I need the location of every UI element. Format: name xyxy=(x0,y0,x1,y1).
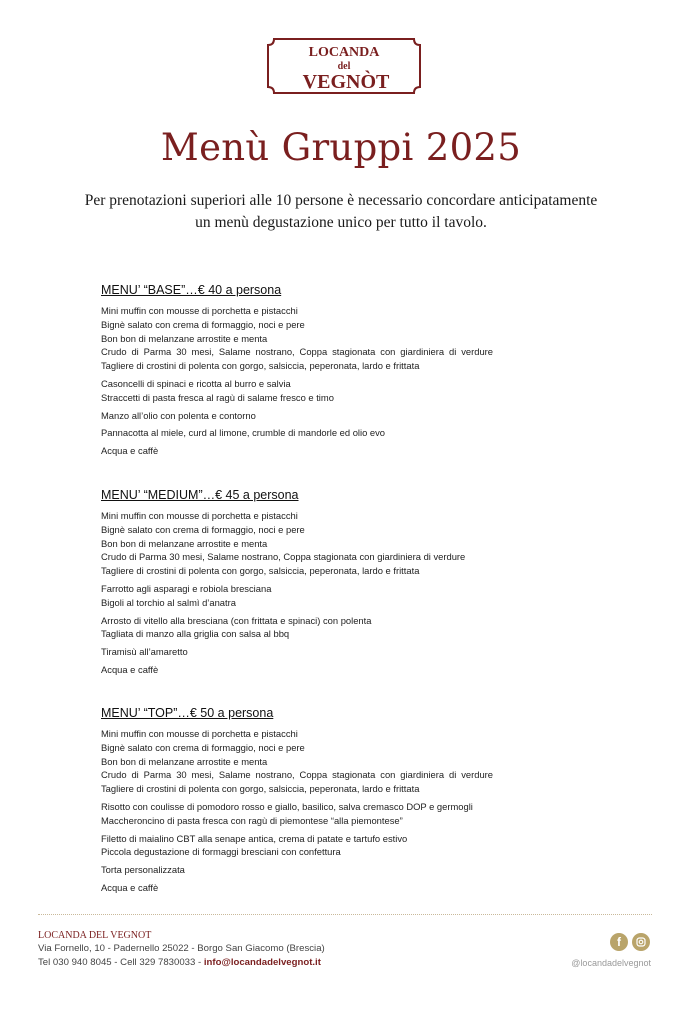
menu-item: Bignè salato con crema di formaggio, noci e pere xyxy=(101,523,305,535)
menu-item: Manzo all’olio con polenta e contorno xyxy=(101,409,256,421)
menu-heading: MENU’ “MEDIUM”…€ 45 a persona xyxy=(101,488,299,502)
course-group xyxy=(101,663,493,677)
menu-item: Torta personalizzata xyxy=(101,864,185,876)
course-group xyxy=(101,832,493,860)
menu-item: Tiramisù all’amaretto xyxy=(101,646,188,658)
facebook-icon[interactable]: f xyxy=(610,933,628,951)
menu-item: Mini muffin con mousse di porchetta e pistacchi xyxy=(101,728,298,739)
intro-line: un menù degustazione unico per tutto il tavolo. xyxy=(195,214,487,231)
menu-item: Bignè salato con crema di formaggio, noci e pere xyxy=(101,318,305,330)
footer-divider xyxy=(38,914,652,915)
menu-heading: MENU’ “TOP”…€ 50 a persona xyxy=(101,706,274,720)
menu-medium xyxy=(101,488,493,681)
menu-item: Risotto con coulisse di pomodoro rosso e giallo, basilico, salva cremasco DOP e germogli xyxy=(101,800,473,812)
footer-contacts xyxy=(38,957,321,968)
menu-item: Piccola degustazione di formaggi bresciani con confettura xyxy=(101,846,341,858)
course-group xyxy=(101,863,493,877)
menu-item: Bignè salato con crema di formaggio, noci e pere xyxy=(101,741,305,753)
menu-item: Mini muffin con mousse di porchetta e pistacchi xyxy=(101,305,298,316)
menu-item: Filetto di maialino CBT alla senape antica, crema di patate e tartufo estivo xyxy=(101,832,408,844)
course-group xyxy=(101,727,493,796)
footer-phones: Tel 030 940 8045 - Cell 329 7830033 - xyxy=(38,957,204,968)
logo-text: LOCANDA xyxy=(308,45,380,60)
footer-name: LOCANDA DEL VEGNOT xyxy=(38,930,152,941)
menu-item: Crudo di Parma 30 mesi, Salame nostrano, Coppa stagionata con giardiniera di verdure Tagliere di crostini di polenta con gorgo, salsiccia, peperonata, lardo e frittata xyxy=(101,769,493,795)
course-group xyxy=(101,377,493,405)
logo-text: del xyxy=(337,61,351,72)
menu-item: Acqua e caffè xyxy=(101,881,159,893)
social-links xyxy=(610,933,650,951)
menu-heading: MENU’ “BASE”…€ 40 a persona xyxy=(101,283,282,297)
course-group xyxy=(101,444,493,458)
course-group xyxy=(101,614,493,642)
email-link[interactable]: info@locandadelvegnot.it xyxy=(203,957,321,968)
menu-item: Maccheroncino di pasta fresca con ragù di piemontese “alla piemontese” xyxy=(101,814,403,826)
menu-item: Straccetti di pasta fresca al ragù di salame fresco e timo xyxy=(101,391,334,403)
menu-base xyxy=(101,283,493,462)
menu-item: Bigoli al torchio al salmì d’anatra xyxy=(101,596,236,608)
menu-item: Arrosto di vitello alla bresciana (con frittata e spinaci) con polenta xyxy=(101,614,372,626)
menu-item: Casoncelli di spinaci e ricotta al burro e salvia xyxy=(101,377,291,389)
menu-item: Pannacotta al miele, curd al limone, crumble di mandorle ed olio evo xyxy=(101,427,386,439)
course-group xyxy=(101,645,493,659)
footer-address: Via Fornello, 10 - Padernello 25022 - Borgo San Giacomo (Brescia) xyxy=(38,943,325,954)
menu-item: Tagliata di manzo alla griglia con salsa al bbq xyxy=(101,628,290,640)
course-group xyxy=(101,409,493,423)
menu-item: Mini muffin con mousse di porchetta e pistacchi xyxy=(101,510,298,521)
course-group xyxy=(101,426,493,440)
menu-item: Acqua e caffè xyxy=(101,445,159,457)
course-group xyxy=(101,304,493,373)
intro-text xyxy=(0,190,682,234)
menu-item: Tagliere di crostini di polenta con gorgo, salsiccia, peperonata, lardo e frittata xyxy=(101,565,420,577)
menu-item: Bon bon di melanzane arrostite e menta xyxy=(101,537,268,549)
menu-item: Crudo di Parma 30 mesi, Salame nostrano, Coppa stagionata con giardiniera di verdure xyxy=(101,551,466,563)
menu-item: Bon bon di melanzane arrostite e menta xyxy=(101,755,268,767)
menu-item: Acqua e caffè xyxy=(101,663,159,675)
course-group xyxy=(101,800,493,828)
course-group xyxy=(101,509,493,578)
menu-top xyxy=(101,706,493,899)
menu-item: Crudo di Parma 30 mesi, Salame nostrano, Coppa stagionata con giardiniera di verdure Tagliere di crostini di polenta con gorgo, salsiccia, peperonata, lardo e frittata xyxy=(101,346,493,372)
intro-line: Per prenotazioni superiori alle 10 persone è necessario concordare anticipatamente xyxy=(84,192,598,209)
restaurant-logo xyxy=(266,37,422,95)
course-group xyxy=(101,881,493,895)
logo-text: VEGNÒT xyxy=(302,71,390,93)
menu-item: Bon bon di melanzane arrostite e menta xyxy=(101,332,268,344)
page-title: Menù Gruppi 2025 xyxy=(160,126,522,169)
social-handle: @locandadelvegnot xyxy=(571,958,651,968)
menu-item: Farrotto agli asparagi e robiola bresciana xyxy=(101,582,272,594)
instagram-icon[interactable] xyxy=(632,933,650,951)
course-group xyxy=(101,582,493,610)
